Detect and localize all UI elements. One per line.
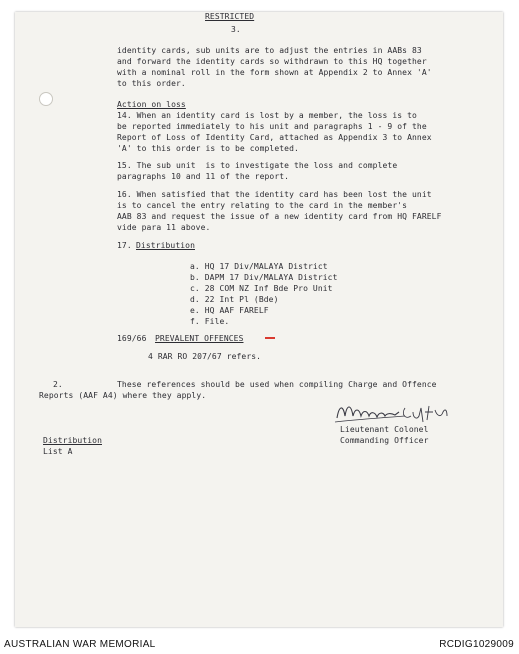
distribution-item-e: e. HQ AAF FARELF [190, 306, 269, 315]
distribution-item-f: f. File. [190, 317, 230, 326]
para16-line-3: AAB 83 and request the issue of a new identity card from HQ FARELF [117, 212, 442, 221]
para14-line-1: 14. When an identity card is lost by a member, the loss is to [117, 111, 417, 120]
distribution-item-c: c. 28 COM NZ Inf Bde Pro Unit [190, 284, 333, 293]
footer-record-id: RCDIG1029009 [439, 639, 514, 650]
page-number: 3. [231, 25, 241, 34]
para13-line-1: identity cards, sub units are to adjust the entries in AABs 83 [117, 46, 422, 55]
para2-number: 2. [53, 380, 63, 389]
para14-line-4: 'A' to this order is to be completed. [117, 144, 299, 153]
para13-line-3: with a nominal roll in the form shown at Appendix 2 to Annex 'A' [117, 68, 432, 77]
refers-line: 4 RAR RO 207/67 refers. [148, 352, 262, 361]
section-number: 169/66 [117, 334, 147, 343]
red-margin-mark [265, 337, 275, 339]
para16-line-2: is to cancel the entry relating to the card in the member's [117, 201, 408, 210]
para13-line-4: to this order. [117, 79, 186, 88]
section-title: PREVALENT OFFENCES [155, 334, 244, 343]
para2-line-2: Reports (AAF A4) where they apply. [39, 391, 207, 400]
para17-number: 17. [117, 241, 132, 250]
para2-line-1: These references should be used when compiling Charge and Offence [117, 380, 437, 389]
distribution-item-b: b. DAPM 17 Div/MALAYA District [190, 273, 338, 282]
signatory-rank: Lieutenant Colonel [340, 425, 429, 434]
distribution-item-a: a. HQ 17 Div/MALAYA District [190, 262, 328, 271]
distribution-heading: Distribution [43, 436, 102, 445]
action-on-loss-heading: Action on loss [117, 100, 186, 109]
para14-line-2: be reported immediately to his unit and paragraphs 1 - 9 of the [117, 122, 427, 131]
para17-heading: Distribution [136, 241, 195, 250]
para15-line-2: paragraphs 10 and 11 of the report. [117, 172, 290, 181]
footer-archive-name: AUSTRALIAN WAR MEMORIAL [4, 639, 156, 650]
classification-header: RESTRICTED [205, 12, 255, 21]
document-page [15, 12, 503, 627]
para16-line-1: 16. When satisfied that the identity card has been lost the unit [117, 190, 432, 199]
distribution-list: List A [43, 447, 73, 456]
signatory-title: Commanding Officer [340, 436, 429, 445]
para15-line-1: 15. The sub unit is to investigate the loss and complete [117, 161, 398, 170]
para16-line-4: vide para 11 above. [117, 223, 211, 232]
para14-line-3: Report of Loss of Identity Card, attached as Appendix 3 to Annex [117, 133, 432, 142]
distribution-item-d: d. 22 Int Pl (Bde) [190, 295, 279, 304]
punch-hole [39, 92, 53, 106]
para13-line-2: and forward the identity cards so withdrawn to this HQ together [117, 57, 427, 66]
